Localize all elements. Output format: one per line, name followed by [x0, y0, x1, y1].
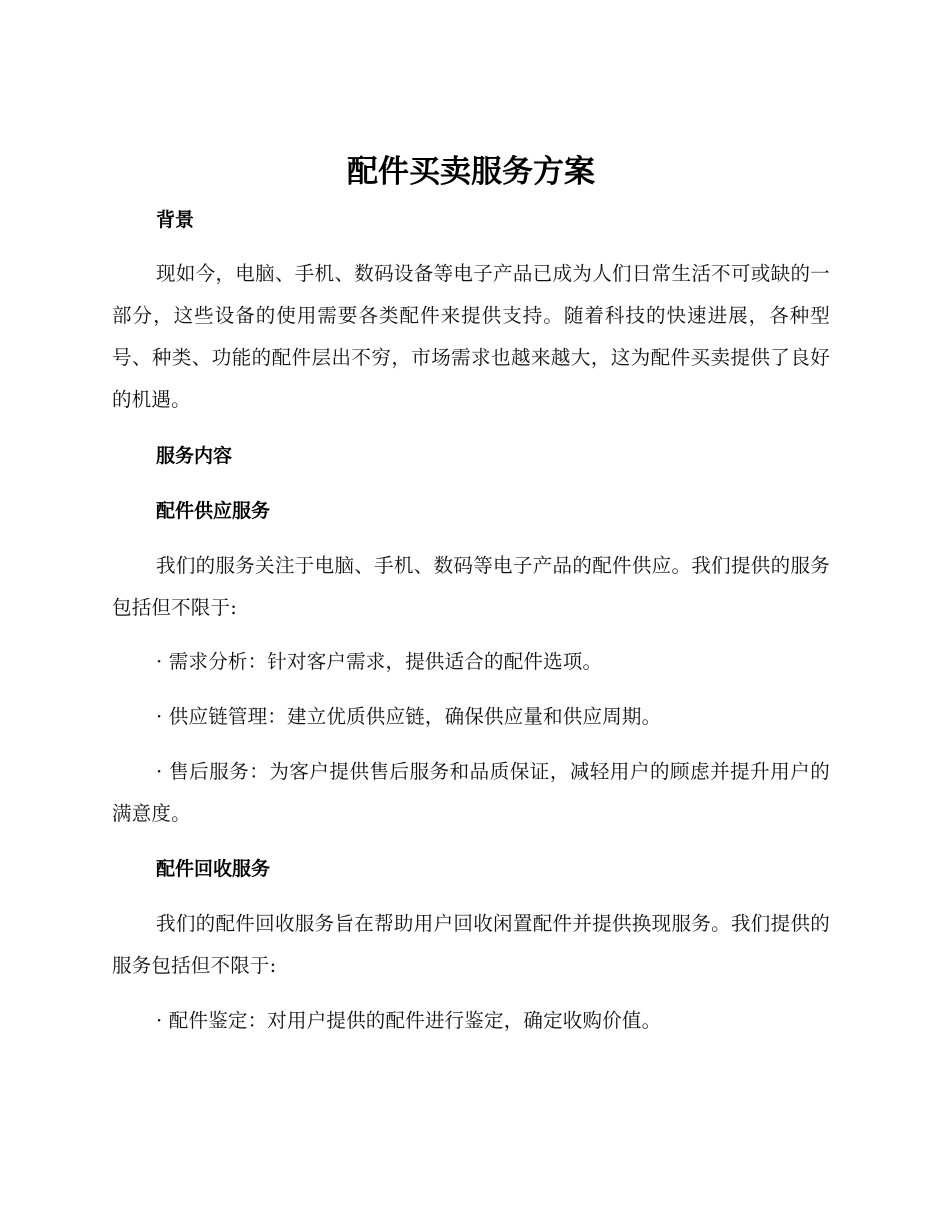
heading-background: 背景	[156, 209, 195, 231]
heading-supply-service: 配件供应服务	[156, 500, 271, 522]
paragraph-background: 现如今，电脑、手机、数码设备等电子产品已成为人们日常生活不可或缺的一部分，这些设备的使用需要各类配件来提供支持。随着科技的快速进展，各种型号、种类、功能的配件层出不穷，市场需求也越来越大，这为配件买卖提供了良好的机遇。	[112, 262, 830, 411]
heading-recycle-service: 配件回收服务	[156, 858, 271, 880]
paragraph-recycle-intro: 我们的配件回收服务旨在帮助用户回收闲置配件并提供换现服务。我们提供的服务包括但不限于:	[112, 912, 830, 977]
document-title: 配件买卖服务方案	[347, 154, 595, 190]
list-item-supply-2: · 供应链管理：建立优质供应链，确保供应量和供应周期。	[156, 705, 662, 728]
list-item-supply-3: · 售后服务：为客户提供售后服务和品质保证，减轻用户的顾虑并提升用户的满意度。	[112, 760, 830, 825]
list-item-supply-1: · 需求分析：针对客户需求，提供适合的配件选项。	[156, 650, 603, 673]
paragraph-supply-intro: 我们的服务关注于电脑、手机、数码等电子产品的配件供应。我们提供的服务包括但不限于:	[112, 554, 830, 619]
heading-service-content: 服务内容	[156, 445, 233, 467]
list-item-recycle-1: · 配件鉴定：对用户提供的配件进行鉴定，确定收购价值。	[156, 1009, 662, 1032]
